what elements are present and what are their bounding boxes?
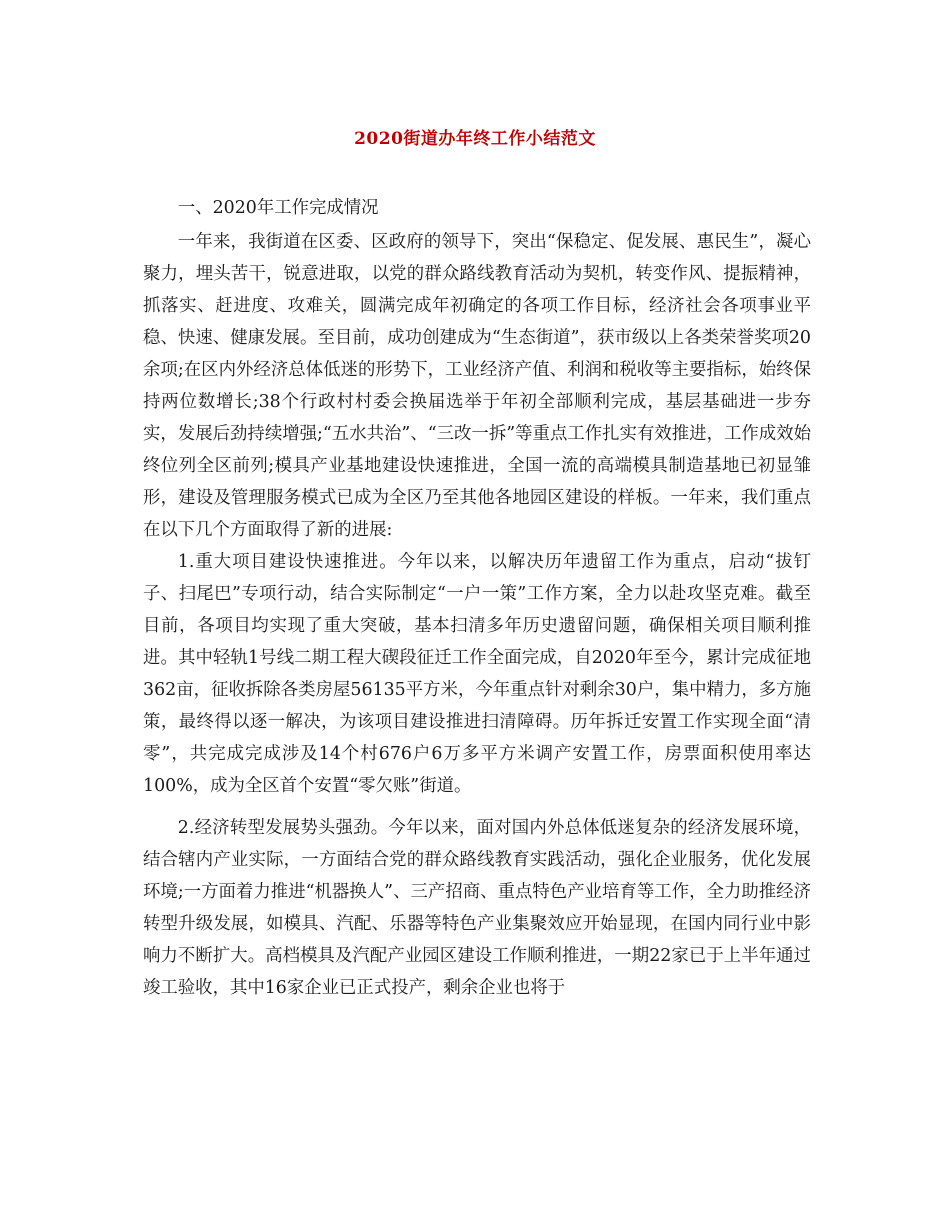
document-title: 2020街道办年终工作小结范文 [354,129,596,149]
section-heading: 一、2020年工作完成情况 [177,198,379,218]
paragraph-major-projects: 1.重大项目建设快速推进。今年以来，以解决历年遗留工作为重点，启动“拔钉子、扫尾巴”专项行动，结合实际制定“一户一策”工作方案，全力以赴攻坚克难。截至目前，各项目均实现了重大突破，基本扫清多年历史遗留问题，确保相关项目顺利推进。其中轻轨1号线二期工程大碶段征迁工作全面完成，自2020年至今，累计完成征地362亩，征收拆除各类房屋56135平方米，今年重点针对剩余30户，集中精力，多方施策，最终得以逐一解决，为该项目建设推进扫清障碍。历年拆迁安置工作实现全面“清零”，共完成完成涉及14个村676户6万多平方米调产安置工作，房票面积使用率达100%，成为全区首个安置“零欠账”街道。 [143,552,811,796]
paragraph-economic-transformation: 2.经济转型发展势头强劲。今年以来，面对国内外总体低迷复杂的经济发展环境，结合辖内产业实际，一方面结合党的群众路线教育实践活动，强化企业服务，优化发展环境;一方面着力推进“机器换人”、三产招商、重点特色产业培育等工作，全力助推经济转型升级发展，如模具、汽配、乐器等特色产业集聚效应开始显现，在国内同行业中影响力不断扩大。高档模具及汽配产业园区建设工作顺利推进，一期22家已于上半年通过竣工验收，其中16家企业已正式投产，剩余企业也将于 [143,818,811,998]
paragraph-intro: 一年来，我街道在区委、区政府的领导下，突出“保稳定、促发展、惠民生”，凝心聚力，埋头苦干，锐意进取，以党的群众路线教育活动为契机，转变作风、提振精神，抓落实、赶进度、攻难关，圆满完成年初确定的各项工作目标，经济社会各项事业平稳、快速、健康发展。至目前，成功创建成为“生态街道”，获市级以上各类荣誉奖项20余项;在区内外经济总体低迷的形势下，工业经济产值、利润和税收等主要指标，始终保持两位数增长;38个行政村村委会换届选举于年初全部顺利完成，基层基础进一步夯实，发展后劲持续增强;“五水共治”、“三改一拆”等重点工作扎实有效推进，工作成效始终位列全区前列;模具产业基地建设快速推进，全国一流的高端模具制造基地已初显雏形，建设及管理服务模式已成为全区乃至其他各地园区建设的样板。一年来，我们重点在以下几个方面取得了新的进展: [143,232,811,540]
document-body [143,192,811,1004]
